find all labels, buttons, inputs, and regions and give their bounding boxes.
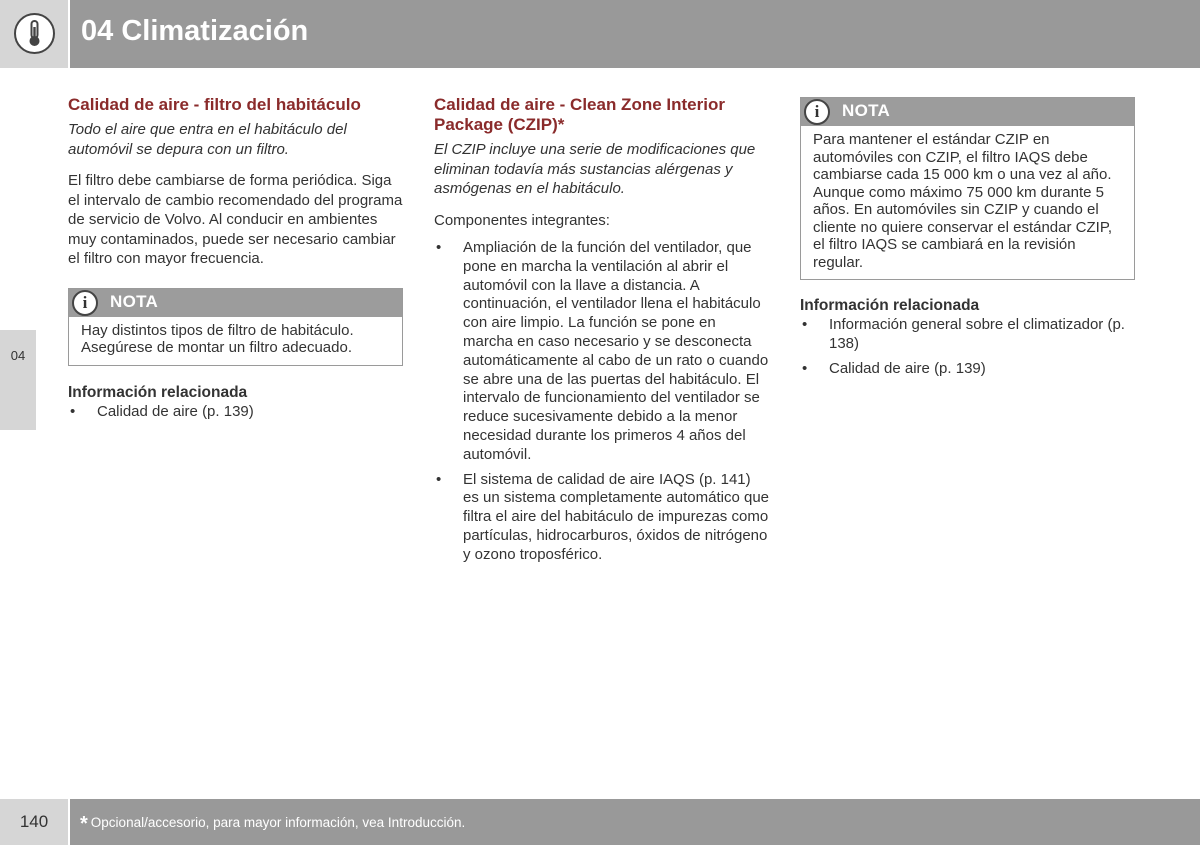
note-title: NOTA bbox=[110, 291, 159, 311]
column-3 bbox=[800, 95, 1135, 384]
components-intro: Componentes integrantes: bbox=[434, 211, 610, 229]
list-item: • Ampliación de la función del ventilador, que pone en marcha la ventilación al abrir el automóvil con la llave a distancia. A continuación, el ventilador llena el habitáculo con aire limpio. La función se pone en marcha en caso necesario y se desconecta automáticamente al cabo de un rato o cuando se abre una de las puertas del habitáculo. El intervalo de funcionamiento del ventilador se reduce sucesivamente debido a la menor necesidad durante los primeros 4 años del automóvil. bbox=[436, 239, 769, 463]
note-text: Para mantener el estándar CZIP en automóviles con CZIP, el filtro IAQS debe cambiarse cada 15 000 km o una vez al año. Aunque como máximo 75 000 km durante 5 años. En automóviles sin CZIP y cuando el cliente no quiere conservar el estándar CZIP, el filtro IAQS se cambiará en la revisión regular. bbox=[813, 131, 1113, 271]
column-2 bbox=[434, 95, 769, 571]
page-number-box bbox=[0, 799, 68, 845]
bullet-icon: • bbox=[70, 402, 76, 420]
bullet-icon: • bbox=[436, 470, 442, 488]
column-1 bbox=[68, 95, 403, 427]
bullet-icon: • bbox=[802, 316, 808, 333]
note-box-filtro bbox=[68, 288, 403, 366]
related-info-heading: Información relacionada bbox=[68, 383, 248, 401]
footer-note bbox=[80, 813, 465, 836]
section-heading-filtro: Calidad de aire - filtro del habitáculo bbox=[68, 95, 361, 114]
bullet-icon: • bbox=[436, 239, 442, 256]
chapter-tab bbox=[0, 330, 36, 430]
list-item: • El sistema de calidad de aire IAQS (p. 141) es un sistema completamente automático que filtra el aire del habitáculo de impurezas como partículas, hidrocarburos, óxidos de nitrógeno y ozono troposférico. bbox=[436, 470, 769, 563]
info-icon: i bbox=[72, 290, 98, 316]
page-number: 140 bbox=[19, 812, 49, 831]
related-info-list bbox=[68, 403, 403, 422]
section-lead-filtro: Todo el aire que entra en el habitáculo del automóvil se depura con un filtro. bbox=[68, 121, 347, 158]
components-list bbox=[434, 239, 769, 565]
related-link[interactable]: • Calidad de aire (p. 139) bbox=[70, 402, 254, 420]
note-text: Hay distintos tipos de filtro de habitáculo. Asegúrese de montar un filtro adecuado. bbox=[81, 321, 354, 356]
info-icon: i bbox=[804, 99, 830, 125]
related-link[interactable]: • Información general sobre el climatizador (p. 138) bbox=[802, 316, 1125, 352]
section-body-filtro: El filtro debe cambiarse de forma periódica. Siga el intervalo de cambio recomendado del programa de servicio de Volvo. Al conducir en ambientes muy contaminados, puede ser necesario cambiar el filtro con mayor frecuencia. bbox=[68, 172, 403, 267]
note-header bbox=[69, 289, 402, 317]
related-link[interactable]: • Calidad de aire (p. 139) bbox=[802, 359, 986, 377]
section-heading-czip: Calidad de aire - Clean Zone Interior Package (CZIP)* bbox=[434, 95, 725, 134]
bullet-icon: • bbox=[802, 359, 808, 377]
related-info-heading: Información relacionada bbox=[800, 297, 980, 314]
asterisk: * bbox=[80, 813, 88, 835]
thermometer-icon bbox=[14, 13, 55, 54]
related-info-list bbox=[800, 316, 1135, 378]
note-box-czip bbox=[800, 97, 1135, 280]
note-header bbox=[801, 98, 1134, 126]
footer-note-text: Opcional/accesorio, para mayor información, vea Introducción. bbox=[90, 815, 466, 830]
chapter-title: 04 Climatización bbox=[81, 15, 309, 47]
header-icon-box bbox=[0, 0, 68, 68]
chapter-tab-label: 04 bbox=[10, 348, 26, 363]
note-title: NOTA bbox=[842, 101, 891, 120]
section-lead-czip: El CZIP incluye una serie de modificaciones que eliminan todavía más sustancias alérgenas y asmógenas en el habitáculo. bbox=[434, 141, 756, 197]
footer-bar bbox=[70, 799, 1200, 845]
header-bar bbox=[70, 0, 1200, 68]
